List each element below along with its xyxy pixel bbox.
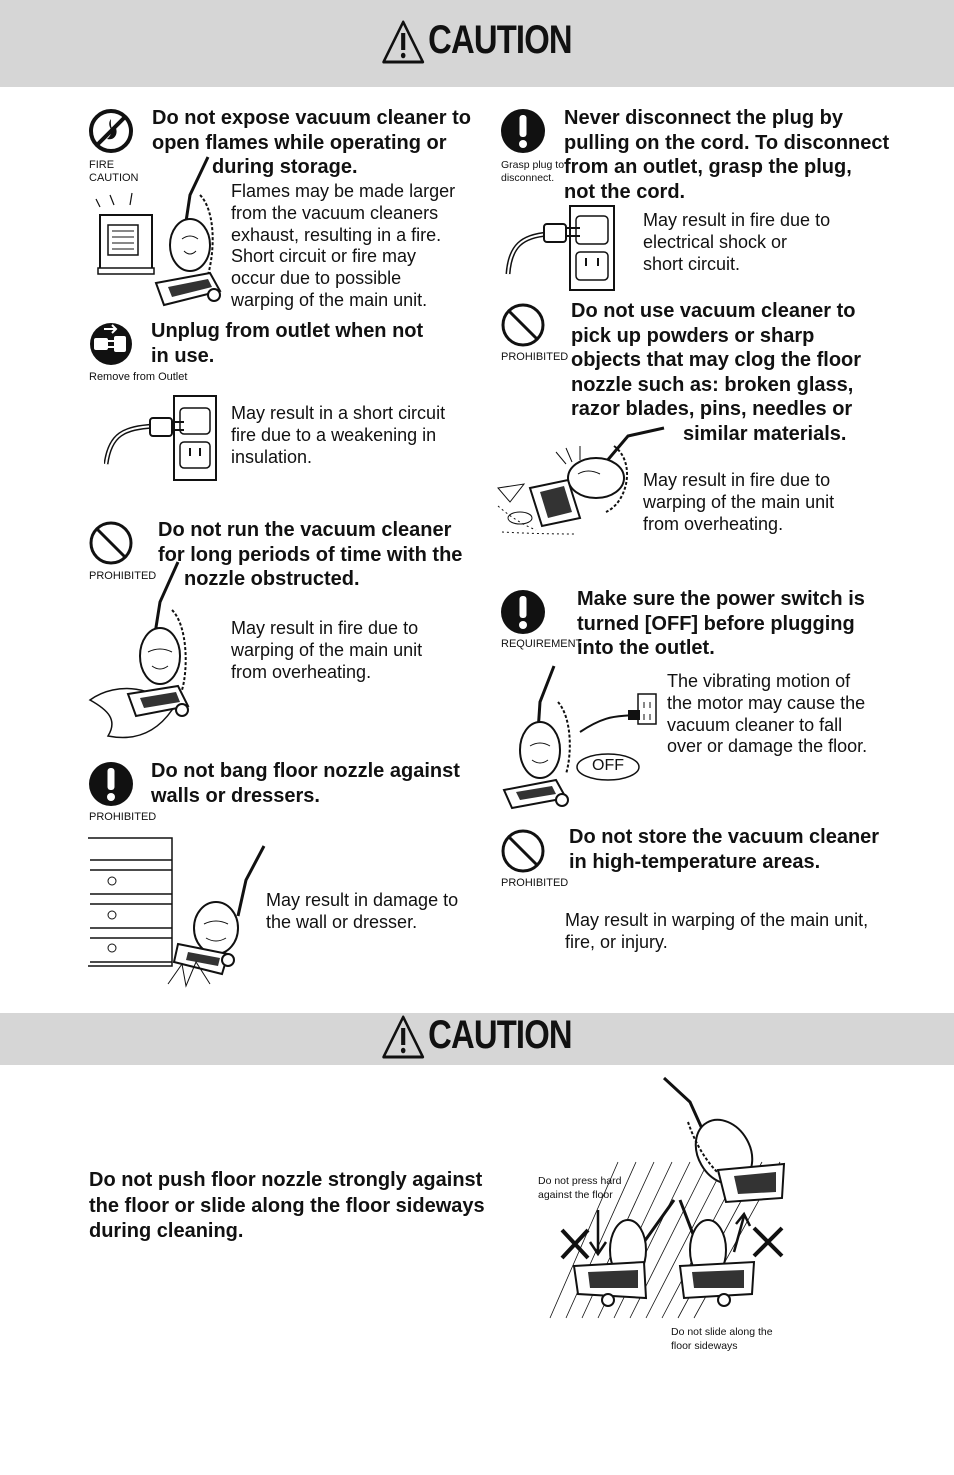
section-heading: Never disconnect the plug by pulling on the cord. To disconnect from an outlet, grasp the plug, not the cord.	[564, 107, 890, 203]
icon-caption: PROHIBITED	[501, 877, 569, 889]
section-body: May result in fire due to electrical shock or short circuit.	[643, 210, 831, 274]
section-body: The vibrating motion of the motor may cause the vacuum cleaner to fall over or damage the floor.	[667, 671, 868, 757]
section-heading: Do not bang floor nozzle against walls or dressers.	[151, 760, 460, 807]
icon-caption: Grasp plug to disconnect.	[501, 159, 565, 184]
exclamation-icon	[500, 589, 546, 635]
icon-caption: PROHIBITED	[89, 570, 157, 582]
plug-outlet-illustration	[104, 394, 220, 484]
section-heading: Do not expose vacuum cleaner to open flames while operating or during storage.	[152, 107, 471, 178]
section-heading: Do not store the vacuum cleaner in high-temperature areas.	[569, 826, 880, 873]
dresser-vacuum-illustration	[88, 836, 266, 988]
exclamation-icon	[88, 761, 134, 807]
section-heading: Do not use vacuum cleaner to pick up powders or sharp objects that may clog the floor nozzle such as: broken glass, razor blades, pins, needles or similar materials.	[571, 300, 862, 445]
heater-vacuum-illustration	[92, 155, 228, 315]
section-body: May result in warping of the main unit, fire, or injury.	[565, 910, 869, 952]
caution-banner-bottom	[0, 1013, 954, 1065]
plug-outlet-illustration	[504, 204, 620, 294]
caution-title	[86, 1013, 868, 1060]
section-heading: Do not run the vacuum cleaner for long periods of time with the nozzle obstructed.	[158, 519, 463, 590]
caution-label: CAUTION	[428, 18, 572, 62]
section-body: Flames may be made larger from the vacuum cleaners exhaust, resulting in a fire. Short circuit or fire may occur due to possible warping of the main unit.	[231, 181, 456, 310]
exclamation-icon	[500, 108, 546, 154]
caution-banner-top	[0, 0, 954, 87]
icon-caption: FIRE CAUTION	[89, 159, 139, 184]
section-body: May result in damage to the wall or dresser.	[266, 890, 459, 932]
slide-sideways-label: Do not slide along the floor sideways	[671, 1326, 773, 1352]
section-heading: Make sure the power switch is turned [OFF] before plugging into the outlet.	[577, 588, 865, 659]
warning-triangle-icon	[382, 19, 425, 65]
fire-caution-icon	[88, 108, 134, 154]
icon-caption: PROHIBITED	[501, 351, 569, 363]
switch-off-vacuum-illustration	[500, 662, 660, 812]
icon-caption: Remove from Outlet	[89, 371, 188, 383]
prohibited-icon	[500, 302, 546, 348]
section-body: May result in a short circuit fire due to a weakening in insulation.	[231, 403, 446, 467]
section-heading: Unplug from outlet when not in use.	[151, 320, 424, 367]
prohibited-icon	[500, 828, 546, 874]
obstructed-vacuum-illustration	[88, 560, 220, 746]
icon-caption: PROHIBITED	[89, 811, 157, 823]
warning-triangle-icon	[382, 1014, 425, 1060]
section-body: May result in fire due to warping of the main unit from overheating.	[231, 618, 423, 682]
caution-label: CAUTION	[428, 1013, 572, 1057]
caution-title	[86, 18, 868, 65]
unplug-icon	[88, 321, 134, 367]
off-bubble-label: OFF	[592, 757, 624, 774]
icon-caption: REQUIREMENT	[501, 638, 583, 650]
press-hard-label: Do not press hard against the floor	[538, 1175, 622, 1201]
bottom-heading: Do not push floor nozzle strongly against the floor or slide along the floor sideways during cleaning.	[89, 1169, 485, 1242]
section-body: May result in fire due to warping of the main unit from overheating.	[643, 470, 835, 534]
